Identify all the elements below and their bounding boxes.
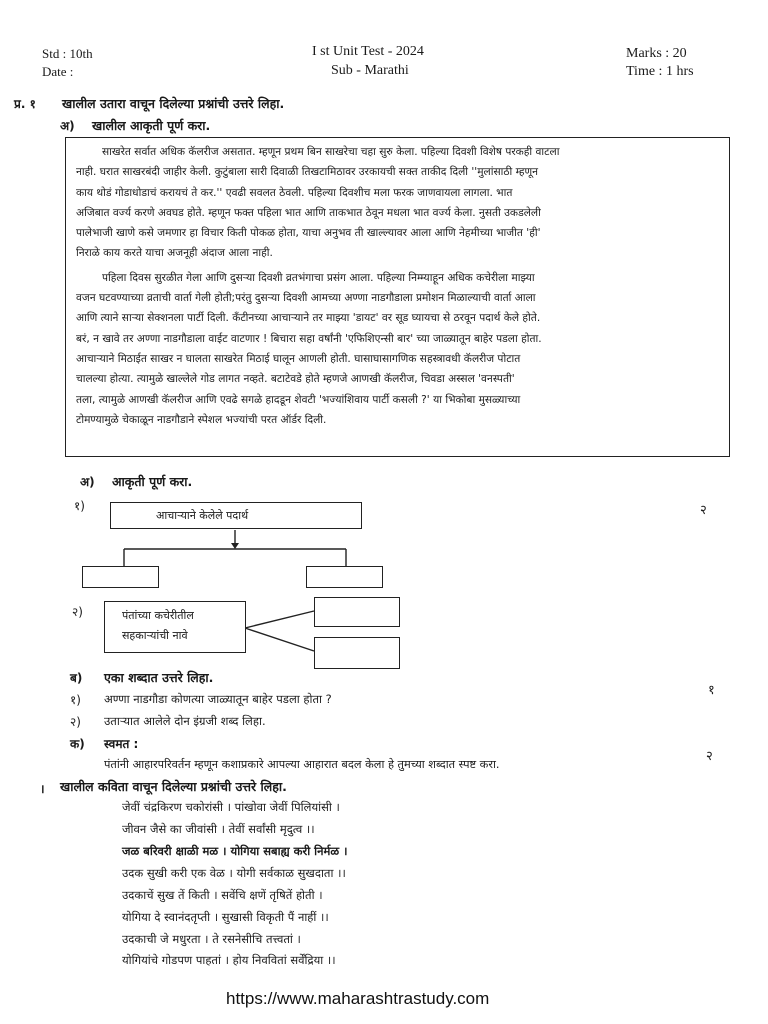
connector-line (245, 628, 314, 651)
diagram-1-answer-box-right[interactable] (306, 566, 383, 588)
sub-a-instruction: खालील आकृती पूर्ण करा. (92, 118, 211, 133)
activity-b-label: ब) (70, 671, 83, 685)
activity-b-marks: १ (708, 683, 715, 698)
passage-line: आचाऱ्याने मिठाईत साखर न घालता साखरेत मिठाई घालून आणली होती. घासाघासागणिक सहस्त्रावधी कॅलरीज पोटात (76, 352, 521, 365)
passage-line: साखरेत सर्वात अधिक कॅलरीज असतात. म्हणून प्रथम बिन साखरेचा चहा सुरु केला. पहिल्या दिवशी विशेष परकही वाटला (102, 146, 560, 158)
passage-line: आणि त्याने साऱ्या सेक्शनला पार्टी दिली. कॅंटीनच्या आचाऱ्याने तर माझ्या 'डायट' वर सूड घ्यायचा से ठरवून पदार्थ केले होते. (76, 312, 541, 325)
poem-line: उदकाची जे मधुरता । ते रसनेसीचि तत्त्वतां । (122, 932, 301, 946)
poem-line: जळ बरिवरी क्षाळी मळ । योगिया सबाह्य करी निर्मळ । (122, 844, 348, 858)
activity-b-q2-number: २) (70, 715, 81, 729)
passage-line: काय थोडं गोडाधोडाचं करायचं ते कर.'' एवढी सवलत ठेवली. पहिल्या दिवशीच मला फरक जाणवायला लागला. भात (76, 186, 513, 199)
poem-line: जेवीं चंद्रकिरण चकोरांसी । पांखोवा जेवीं पिलियांसी । (122, 800, 340, 814)
passage-line: वजन घटवण्याच्या व्रताची वार्ता गेली होती;परंतु दुसऱ्या दिवशी आमच्या अण्णा नाडगौडाला प्रमोशन मिळाल्याची वार्ता आला (76, 292, 536, 305)
sub-a-label: अ) (60, 119, 75, 133)
question-1-instruction: खालील उतारा वाचून दिलेल्या प्रश्नांची उत्तरे लिहा. (62, 96, 285, 111)
date-label: Date : (42, 64, 74, 79)
passage-line: चालल्या होत्या. त्यामुळे खाल्लेले गोड लागत नव्हते. बटाटेवडे होते म्हणजे आणखी कॅलरीज, चिवडा अस्सल 'वनस्पती' (76, 373, 515, 386)
poem-line: योगियांचे गोडपण पाहतां । होय निववितां सर्वेंद्रिया ।। (122, 953, 336, 967)
activity-a-label: अ) (80, 475, 95, 489)
question-2-number: । (40, 782, 45, 796)
marks-label: Marks : 20 (626, 46, 687, 61)
passage-line: नाही. घरात साखरबंदी जाहीर केली. कुटुंबाला सारी दिवाळी तिखटामिठावर उरकायची सक्त ताकीद दिली ''मुलांसाठी म्हणून (76, 166, 538, 179)
item-2-number: २) (72, 605, 83, 619)
activity-b-q1-number: १) (70, 693, 81, 707)
activity-c-heading: स्वमत : (104, 737, 139, 751)
activity-b-q1-text: अण्णा नाडगौडा कोणत्या जाळ्यातून बाहेर पडला होता ? (104, 692, 332, 706)
diagram-2-label-line-1: पंतांच्या कचेरीतील (122, 609, 194, 622)
diagram-2-answer-box-bottom[interactable] (314, 637, 400, 669)
poem-line: जीवन जैसे का जीवांसी । तेवीं सर्वांसी मृदुत्व ।। (122, 822, 315, 836)
activity-a-instruction: आकृती पूर्ण करा. (112, 474, 193, 489)
item-1-number: १) (74, 499, 85, 513)
diagram-1-main-label: आचाऱ्याने केलेले पदार्थ (156, 509, 249, 522)
activity-b-q2-text: उताऱ्यात आलेले दोन इंग्रजी शब्द लिहा. (104, 714, 266, 728)
poem-line: योगिया दे स्वानंदतृप्ती । सुखासी विकृती पैं नाहीं ।। (122, 910, 329, 924)
passage-line: तला, त्यामुळे आणखी कॅलरीज आणि एवढे सगळे हादडून शेवटी 'भज्यांशिवाय पार्टी कसली ?' या भिकोबा मुसळ्याच्या (76, 393, 521, 406)
item-1-marks: २ (700, 503, 707, 518)
std-label: Std : 10th (42, 46, 93, 61)
diagram-2-answer-box-top[interactable] (314, 597, 400, 627)
question-2-instruction: खालील कविता वाचून दिलेल्या प्रश्नांची उत्तरे लिहा. (60, 779, 287, 794)
connector-line (245, 611, 314, 628)
activity-c-question: पंतांनी आहारपरिवर्तन म्हणून कशाप्रकारे आपल्या आहारात बदल केला हे तुमच्या शब्दात स्पष्ट करा. (104, 758, 500, 771)
passage-line: टोमण्यामुळे चेकाळून नाडगौडाने स्पेशल भज्यांची परत ऑर्डर दिली. (76, 413, 327, 426)
diagram-2-main-box (104, 601, 246, 653)
test-title: I st Unit Test - 2024 (312, 44, 424, 59)
passage-line: बरं, न खावे तर अण्णा नाडगौडाला वाईट वाटणार ! बिचारा सहा वर्षांनी 'एफिशिएन्सी बार' च्या जाळ्यातून बाहेर पडला होता. (76, 332, 542, 345)
activity-b-instruction: एका शब्दात उत्तरे लिहा. (104, 670, 214, 685)
passage-line: पहिला दिवस सुरळीत गेला आणि दुसऱ्या दिवशी व्रतभंगाचा प्रसंग आला. पहिल्या निम्म्याहून अधिक कचेरीला माझ्या (102, 271, 535, 284)
question-1-number: प्र. १ (14, 97, 36, 111)
poem-line: उदक सुखी करी एक वेळ । योगी सर्वकाळ सुखदाता ।। (122, 866, 346, 880)
activity-c-label: क) (70, 737, 85, 751)
passage-line: पालेभाजी खाणे कसे जमणार हा विचार किती पोकळ होता, याचा अनुभव ती खाल्ल्यावर आला आणि नेहमीच्या भाजीत 'ही' (76, 227, 541, 240)
footer-url[interactable]: https://www.maharashtrastudy.com (226, 989, 490, 1008)
poem-line: उदकाचें सुख तें किती । सवेंचि क्षणें तृषितें होती । (122, 888, 323, 902)
activity-c-marks: २ (706, 749, 713, 764)
subject-label: Sub - Marathi (331, 63, 409, 78)
diagram-2-label-line-2: सहकाऱ्यांची नावे (122, 629, 188, 642)
time-label: Time : 1 hrs (626, 64, 694, 79)
arrow-head (231, 543, 239, 549)
diagram-1-answer-box-left[interactable] (82, 566, 159, 588)
passage-line: निराळे काय करते याचा अजनूही अंदाज आला नाही. (76, 247, 273, 260)
passage-line: अजिबात वर्ज्य करणे अवघड होते. म्हणून फक्त पहिला भात आणि ताकभात ठेवून मधला भात वर्ज्य केला. नुसती उकडलेली (76, 206, 541, 219)
